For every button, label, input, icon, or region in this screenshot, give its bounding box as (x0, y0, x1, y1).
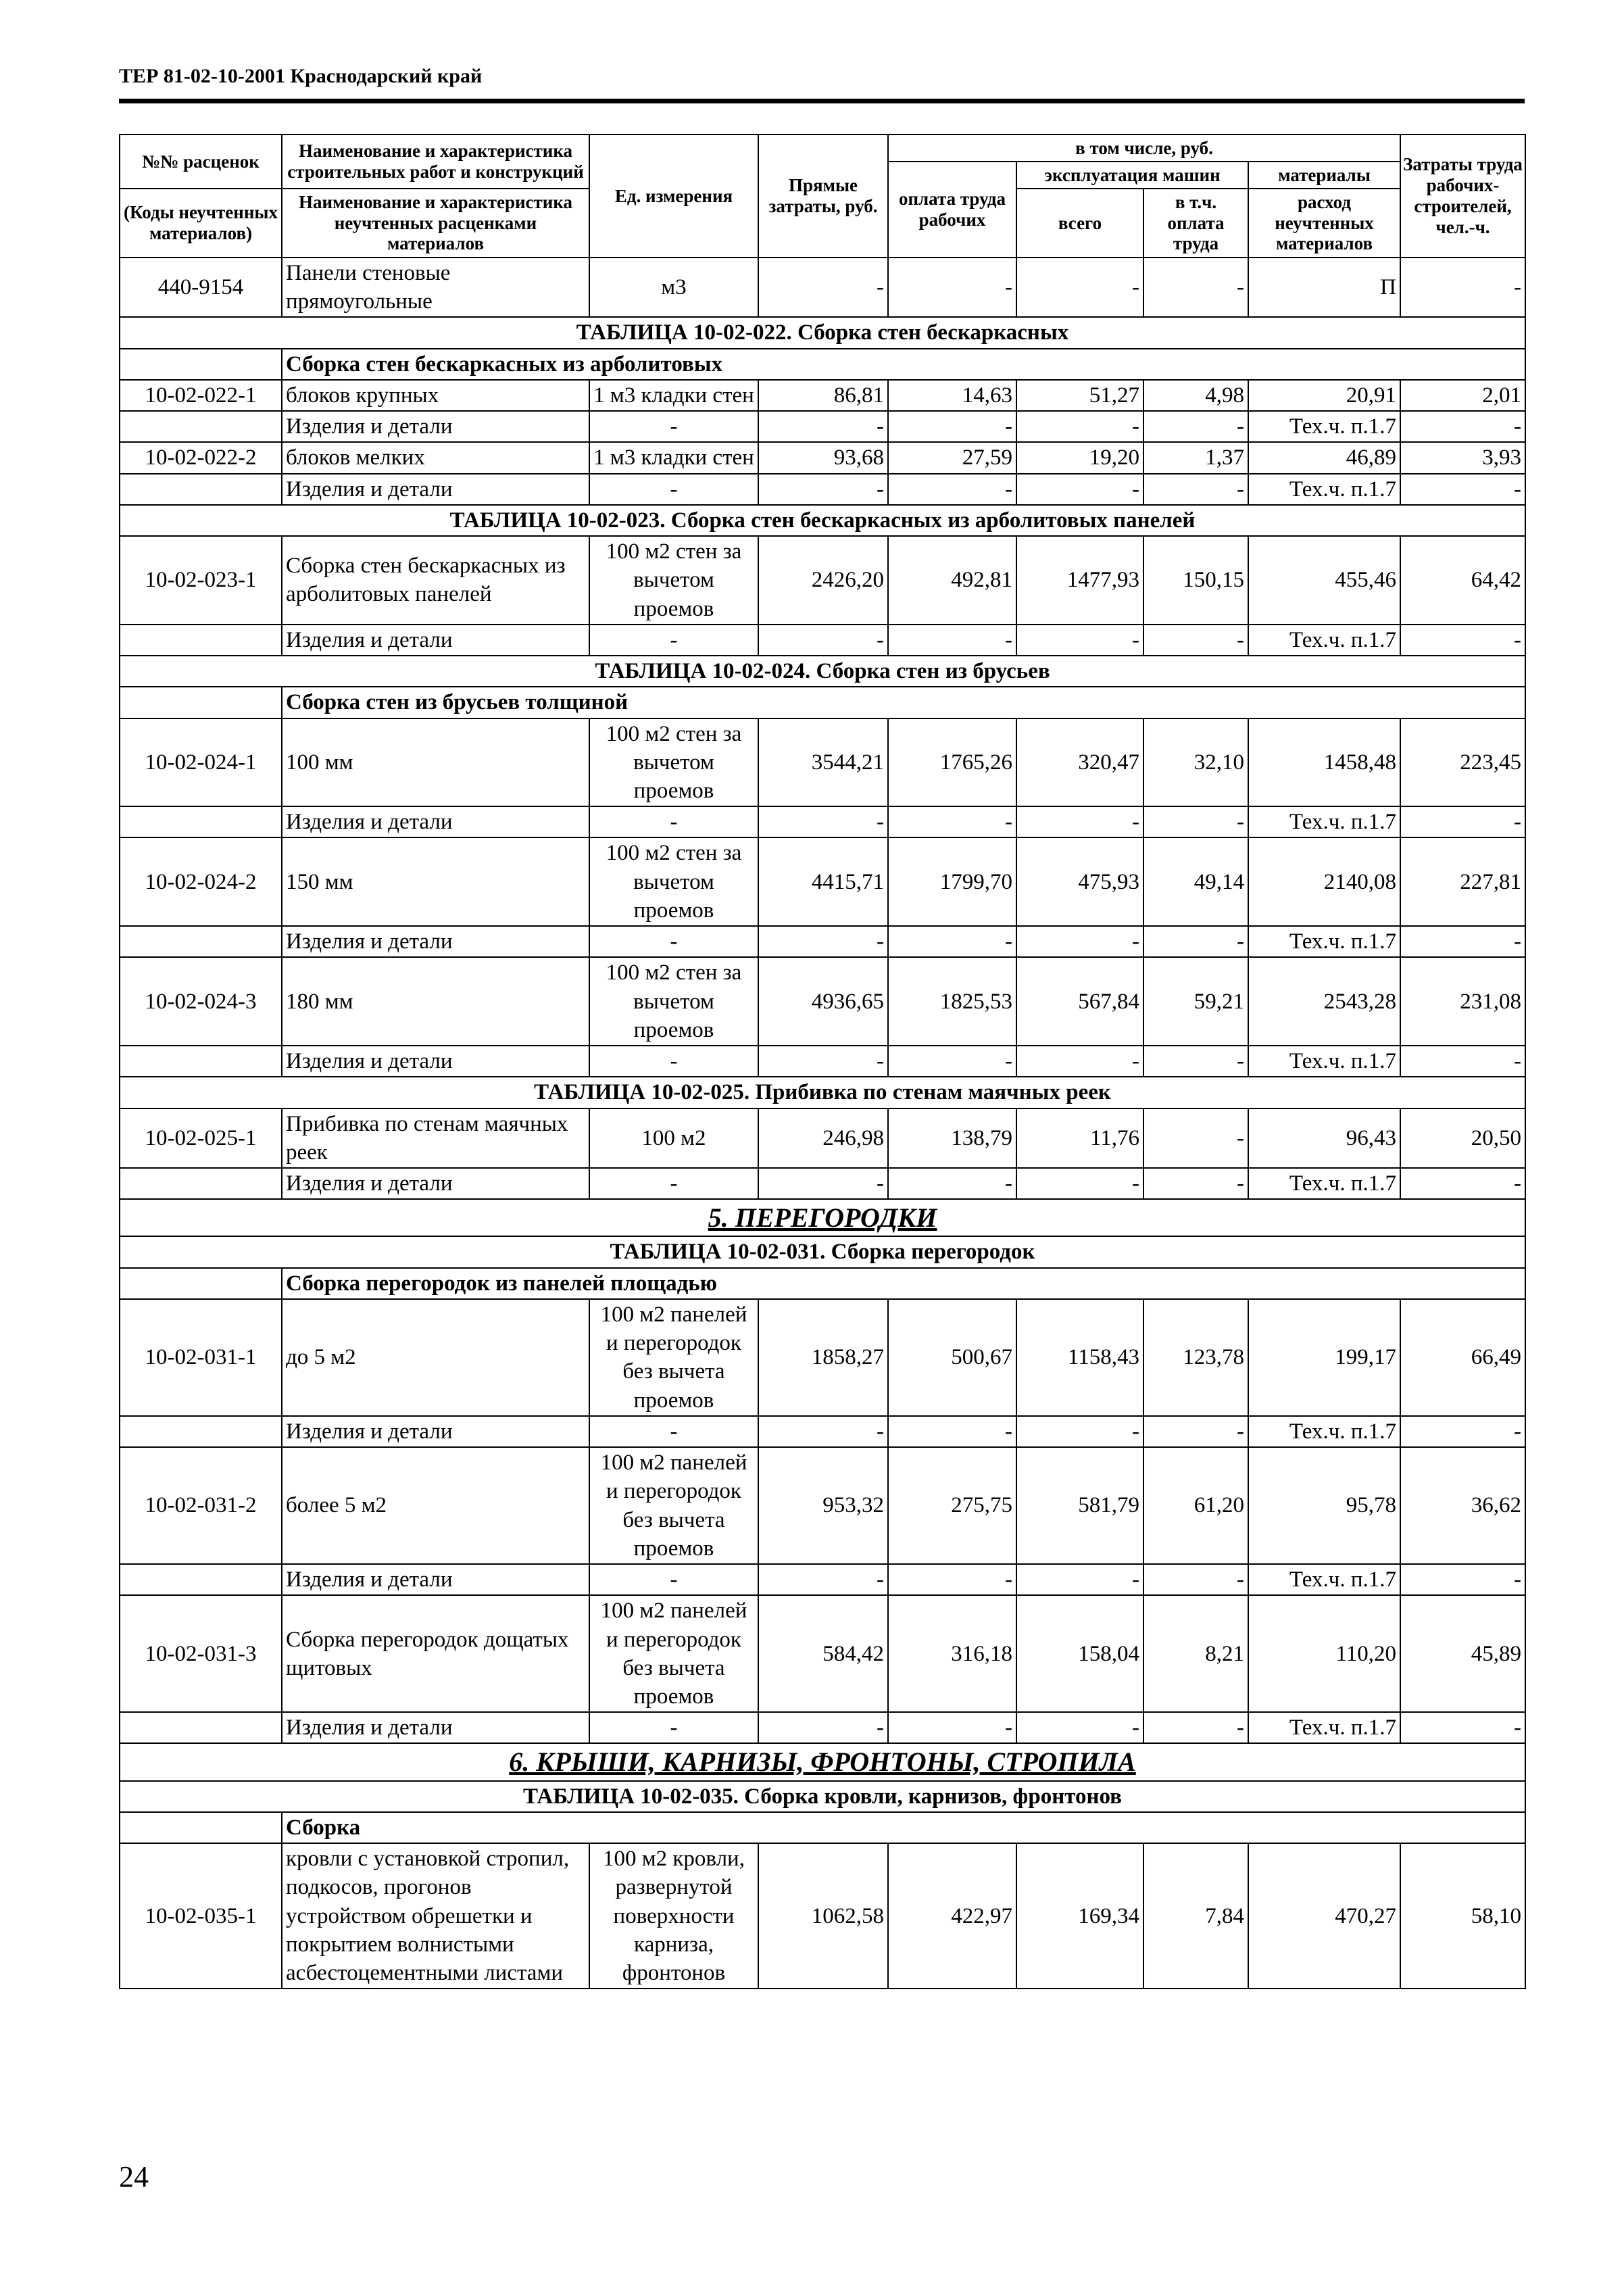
unit-cell: 1 м3 кладки стен (589, 442, 758, 473)
machines-labor-cell: - (1143, 1416, 1248, 1447)
table-title-row (120, 656, 1525, 687)
unit-cell: 100 м2 панелей и перегородок без вычета проемов (589, 1595, 758, 1712)
rate-name: блоков крупных (282, 380, 589, 411)
header-machines-labor: в т.ч. оплата труда (1143, 189, 1248, 258)
materials-cell: Тех.ч. п.1.7 (1248, 625, 1400, 656)
materials-cell: Тех.ч. п.1.7 (1248, 474, 1400, 505)
materials-cell: Тех.ч. п.1.7 (1248, 1168, 1400, 1199)
worker-labor-cell: 58,10 (1400, 1843, 1525, 1989)
labor-pay-cell: - (888, 1712, 1016, 1743)
unit-cell: - (589, 1046, 758, 1077)
machines-total-cell: - (1016, 258, 1143, 317)
direct-costs-cell: - (758, 625, 888, 656)
unit-cell: 100 м2 стен за вычетом проемов (589, 718, 758, 807)
item-row (120, 474, 1525, 505)
worker-labor-cell: - (1400, 806, 1525, 837)
machines-labor-cell: - (1143, 1046, 1248, 1077)
section-title-row (120, 1743, 1525, 1780)
group-row (120, 687, 1525, 718)
direct-costs-cell: 2426,20 (758, 536, 888, 625)
item-name: Изделия и детали (282, 1416, 589, 1447)
rate-code: 10-02-024-2 (120, 837, 282, 926)
rate-row (120, 1595, 1525, 1712)
rate-name: 150 мм (282, 837, 589, 926)
item-row (120, 1046, 1525, 1077)
labor-pay-cell: - (888, 625, 1016, 656)
materials-cell: 46,89 (1248, 442, 1400, 473)
materials-cell: Тех.ч. п.1.7 (1248, 1046, 1400, 1077)
rate-name: более 5 м2 (282, 1447, 589, 1564)
unit-cell: - (589, 411, 758, 442)
header-name-top: Наименование и характеристика строительных работ и конструкций (282, 135, 589, 189)
direct-costs-cell: - (758, 1046, 888, 1077)
worker-labor-cell: - (1400, 474, 1525, 505)
table-title-row (120, 1077, 1525, 1108)
labor-pay-cell: - (888, 1168, 1016, 1199)
item-name: Изделия и детали (282, 474, 589, 505)
worker-labor-cell: - (1400, 1168, 1525, 1199)
header-machines-total: всего (1016, 189, 1143, 258)
machines-labor-cell: 4,98 (1143, 380, 1248, 411)
labor-pay-cell: - (888, 1564, 1016, 1595)
direct-costs-cell: - (758, 474, 888, 505)
machines-total-cell: - (1016, 411, 1143, 442)
header-machines: эксплуатация машин (1016, 162, 1248, 189)
item-name: Изделия и детали (282, 926, 589, 957)
machines-labor-cell: 150,15 (1143, 536, 1248, 625)
rate-name: блоков мелких (282, 442, 589, 473)
rate-name: 100 мм (282, 718, 589, 807)
item-code-empty (120, 1416, 282, 1447)
machines-labor-cell: 1,37 (1143, 442, 1248, 473)
header-rule (119, 99, 1525, 103)
rate-row (120, 957, 1525, 1046)
machines-labor-cell: - (1143, 926, 1248, 957)
direct-costs-cell: - (758, 1564, 888, 1595)
item-code-empty (120, 926, 282, 957)
labor-pay-cell: - (888, 926, 1016, 957)
direct-costs-cell: 4936,65 (758, 957, 888, 1046)
machines-total-cell: 169,34 (1016, 1843, 1143, 1989)
direct-costs-cell: - (758, 1416, 888, 1447)
materials-cell: 110,20 (1248, 1595, 1400, 1712)
table-title: ТАБЛИЦА 10-02-023. Сборка стен бескаркасных из арболитовых панелей (120, 505, 1525, 536)
rate-row (120, 1108, 1525, 1168)
labor-pay-cell: 422,97 (888, 1843, 1016, 1989)
machines-labor-cell: - (1143, 474, 1248, 505)
header-materials-unaccounted: расход неучтенных материалов (1248, 189, 1400, 258)
rate-name: Сборка перегородок дощатых щитовых (282, 1595, 589, 1712)
item-code-empty (120, 1168, 282, 1199)
machines-labor-cell: 49,14 (1143, 837, 1248, 926)
header-code-top: №№ расценок (120, 135, 282, 189)
machines-labor-cell: - (1143, 1108, 1248, 1168)
direct-costs-cell: - (758, 258, 888, 317)
materials-cell: Тех.ч. п.1.7 (1248, 1416, 1400, 1447)
item-name: Изделия и детали (282, 1712, 589, 1743)
worker-labor-cell: - (1400, 258, 1525, 317)
group-row (120, 1268, 1525, 1299)
machines-total-cell: - (1016, 1046, 1143, 1077)
item-name: Изделия и детали (282, 1564, 589, 1595)
labor-pay-cell: 138,79 (888, 1108, 1016, 1168)
header-labor-pay: оплата труда рабочих (888, 162, 1016, 258)
unit-cell: - (589, 926, 758, 957)
unit-cell: 100 м2 стен за вычетом проемов (589, 837, 758, 926)
materials-cell: 20,91 (1248, 380, 1400, 411)
group-code-empty (120, 1812, 282, 1843)
group-code-empty (120, 349, 282, 380)
materials-cell: 470,27 (1248, 1843, 1400, 1989)
item-code-empty (120, 1046, 282, 1077)
machines-total-cell: 581,79 (1016, 1447, 1143, 1564)
table-body (120, 258, 1525, 1989)
group-title: Сборка стен из брусьев толщиной (282, 687, 1525, 718)
unit-cell: - (589, 1564, 758, 1595)
item-name: Изделия и детали (282, 411, 589, 442)
unit-cell: м3 (589, 258, 758, 317)
item-name: Изделия и детали (282, 1046, 589, 1077)
item-name: Изделия и детали (282, 1168, 589, 1199)
table-title: ТАБЛИЦА 10-02-031. Сборка перегородок (120, 1236, 1525, 1267)
rate-row (120, 536, 1525, 625)
unit-cell: - (589, 625, 758, 656)
header-including: в том числе, руб. (888, 135, 1400, 162)
header-code-bottom: (Коды неучтенных материалов) (120, 189, 282, 258)
item-code-empty (120, 806, 282, 837)
unit-cell: 100 м2 стен за вычетом проемов (589, 957, 758, 1046)
table-title-row (120, 1236, 1525, 1267)
direct-costs-cell: - (758, 926, 888, 957)
rate-name: 180 мм (282, 957, 589, 1046)
direct-costs-cell: - (758, 1168, 888, 1199)
rate-code: 440-9154 (120, 258, 282, 317)
unit-cell: 100 м2 панелей и перегородок без вычета проемов (589, 1299, 758, 1416)
labor-pay-cell: 27,59 (888, 442, 1016, 473)
worker-labor-cell: 64,42 (1400, 536, 1525, 625)
labor-pay-cell: - (888, 806, 1016, 837)
worker-labor-cell: 20,50 (1400, 1108, 1525, 1168)
machines-total-cell: 320,47 (1016, 718, 1143, 807)
item-row (120, 625, 1525, 656)
worker-labor-cell: 36,62 (1400, 1447, 1525, 1564)
unit-cell: - (589, 1712, 758, 1743)
labor-pay-cell: 1765,26 (888, 718, 1016, 807)
machines-total-cell: 19,20 (1016, 442, 1143, 473)
labor-pay-cell: 492,81 (888, 536, 1016, 625)
worker-labor-cell: - (1400, 1712, 1525, 1743)
section-title: 5. ПЕРЕГОРОДКИ (120, 1199, 1525, 1236)
machines-labor-cell: - (1143, 411, 1248, 442)
materials-cell: 2543,28 (1248, 957, 1400, 1046)
unit-cell: - (589, 1168, 758, 1199)
worker-labor-cell: - (1400, 1564, 1525, 1595)
unit-cell: 1 м3 кладки стен (589, 380, 758, 411)
header-unit: Ед. измерения (589, 135, 758, 258)
unit-cell: 100 м2 (589, 1108, 758, 1168)
direct-costs-cell: 3544,21 (758, 718, 888, 807)
worker-labor-cell: 2,01 (1400, 380, 1525, 411)
direct-costs-cell: 93,68 (758, 442, 888, 473)
worker-labor-cell: 3,93 (1400, 442, 1525, 473)
machines-labor-cell: 59,21 (1143, 957, 1248, 1046)
machines-total-cell: - (1016, 1416, 1143, 1447)
rate-row (120, 1299, 1525, 1416)
rates-table (119, 134, 1526, 1989)
materials-cell: Тех.ч. п.1.7 (1248, 926, 1400, 957)
rate-row (120, 718, 1525, 807)
machines-labor-cell: - (1143, 1712, 1248, 1743)
rate-row (120, 258, 1525, 317)
direct-costs-cell: 4415,71 (758, 837, 888, 926)
table-header (120, 135, 1525, 258)
machines-total-cell: - (1016, 474, 1143, 505)
direct-costs-cell: 584,42 (758, 1595, 888, 1712)
rates-table-wrapper (119, 134, 1525, 1989)
item-row (120, 1712, 1525, 1743)
rate-row (120, 442, 1525, 473)
item-row (120, 926, 1525, 957)
machines-total-cell: 475,93 (1016, 837, 1143, 926)
section-title-row (120, 1199, 1525, 1236)
unit-cell: 100 м2 панелей и перегородок без вычета проемов (589, 1447, 758, 1564)
group-title: Сборка (282, 1812, 1525, 1843)
labor-pay-cell: 500,67 (888, 1299, 1016, 1416)
item-row (120, 806, 1525, 837)
materials-cell: Тех.ч. п.1.7 (1248, 1712, 1400, 1743)
materials-cell: 1458,48 (1248, 718, 1400, 807)
machines-labor-cell: - (1143, 806, 1248, 837)
rate-code: 10-02-022-1 (120, 380, 282, 411)
machines-total-cell: 51,27 (1016, 380, 1143, 411)
item-row (120, 411, 1525, 442)
worker-labor-cell: - (1400, 1046, 1525, 1077)
machines-labor-cell: 7,84 (1143, 1843, 1248, 1989)
section-title: 6. КРЫШИ, КАРНИЗЫ, ФРОНТОНЫ, СТРОПИЛА (120, 1743, 1525, 1780)
table-title-row (120, 1781, 1525, 1812)
item-code-empty (120, 474, 282, 505)
group-code-empty (120, 687, 282, 718)
machines-labor-cell: - (1143, 1168, 1248, 1199)
rate-row (120, 380, 1525, 411)
item-code-empty (120, 411, 282, 442)
labor-pay-cell: - (888, 474, 1016, 505)
labor-pay-cell: - (888, 1046, 1016, 1077)
rate-name: Панели стеновые прямоугольные (282, 258, 589, 317)
rate-code: 10-02-023-1 (120, 536, 282, 625)
machines-labor-cell: 8,21 (1143, 1595, 1248, 1712)
direct-costs-cell: - (758, 1712, 888, 1743)
materials-cell: 96,43 (1248, 1108, 1400, 1168)
unit-cell: 100 м2 кровли, развернутой поверхности карниза, фронтонов (589, 1843, 758, 1989)
machines-total-cell: 11,76 (1016, 1108, 1143, 1168)
materials-cell: Тех.ч. п.1.7 (1248, 1564, 1400, 1595)
worker-labor-cell: - (1400, 926, 1525, 957)
rate-code: 10-02-022-2 (120, 442, 282, 473)
materials-cell: Тех.ч. п.1.7 (1248, 411, 1400, 442)
direct-costs-cell: 86,81 (758, 380, 888, 411)
worker-labor-cell: - (1400, 625, 1525, 656)
unit-cell: - (589, 474, 758, 505)
item-name: Изделия и детали (282, 625, 589, 656)
rate-row (120, 1843, 1525, 1989)
materials-cell: 199,17 (1248, 1299, 1400, 1416)
item-code-empty (120, 625, 282, 656)
rate-row (120, 1447, 1525, 1564)
item-row (120, 1168, 1525, 1199)
direct-costs-cell: 246,98 (758, 1108, 888, 1168)
machines-total-cell: - (1016, 806, 1143, 837)
group-title: Сборка стен бескаркасных из арболитовых (282, 349, 1525, 380)
rate-name: Сборка стен бескаркасных из арболитовых панелей (282, 536, 589, 625)
machines-labor-cell: 32,10 (1143, 718, 1248, 807)
rate-name: Прибивка по стенам маячных реек (282, 1108, 589, 1168)
group-row (120, 1812, 1525, 1843)
header-direct-costs: Прямые затраты, руб. (758, 135, 888, 258)
labor-pay-cell: 316,18 (888, 1595, 1016, 1712)
machines-total-cell: 1477,93 (1016, 536, 1143, 625)
labor-pay-cell: 1799,70 (888, 837, 1016, 926)
direct-costs-cell: 1062,58 (758, 1843, 888, 1989)
machines-labor-cell: 123,78 (1143, 1299, 1248, 1416)
table-title: ТАБЛИЦА 10-02-025. Прибивка по стенам маячных реек (120, 1077, 1525, 1108)
worker-labor-cell: 223,45 (1400, 718, 1525, 807)
item-code-empty (120, 1712, 282, 1743)
rate-code: 10-02-031-3 (120, 1595, 282, 1712)
machines-total-cell: - (1016, 926, 1143, 957)
item-code-empty (120, 1564, 282, 1595)
unit-cell: 100 м2 стен за вычетом проемов (589, 536, 758, 625)
worker-labor-cell: 66,49 (1400, 1299, 1525, 1416)
machines-total-cell: - (1016, 1168, 1143, 1199)
machines-total-cell: 158,04 (1016, 1595, 1143, 1712)
machines-total-cell: - (1016, 1712, 1143, 1743)
labor-pay-cell: - (888, 1416, 1016, 1447)
group-row (120, 349, 1525, 380)
labor-pay-cell: 275,75 (888, 1447, 1016, 1564)
worker-labor-cell: - (1400, 1416, 1525, 1447)
materials-cell: 455,46 (1248, 536, 1400, 625)
machines-labor-cell: - (1143, 1564, 1248, 1595)
rate-code: 10-02-031-1 (120, 1299, 282, 1416)
machines-total-cell: - (1016, 1564, 1143, 1595)
header-name-bottom: Наименование и характеристика неучтенных расценками материалов (282, 189, 589, 258)
rate-row (120, 837, 1525, 926)
machines-total-cell: - (1016, 625, 1143, 656)
labor-pay-cell: - (888, 258, 1016, 317)
labor-pay-cell: 14,63 (888, 380, 1016, 411)
machines-labor-cell: - (1143, 625, 1248, 656)
unit-cell: - (589, 1416, 758, 1447)
item-row (120, 1564, 1525, 1595)
unit-cell: - (589, 806, 758, 837)
rate-name: до 5 м2 (282, 1299, 589, 1416)
rate-code: 10-02-035-1 (120, 1843, 282, 1989)
table-title: ТАБЛИЦА 10-02-024. Сборка стен из брусьев (120, 656, 1525, 687)
rate-code: 10-02-024-3 (120, 957, 282, 1046)
item-name: Изделия и детали (282, 806, 589, 837)
materials-cell: Тех.ч. п.1.7 (1248, 806, 1400, 837)
direct-costs-cell: - (758, 806, 888, 837)
machines-total-cell: 567,84 (1016, 957, 1143, 1046)
rate-code: 10-02-025-1 (120, 1108, 282, 1168)
materials-cell: 2140,08 (1248, 837, 1400, 926)
table-title: ТАБЛИЦА 10-02-035. Сборка кровли, карнизов, фронтонов (120, 1781, 1525, 1812)
machines-total-cell: 1158,43 (1016, 1299, 1143, 1416)
table-title-row (120, 505, 1525, 536)
labor-pay-cell: - (888, 411, 1016, 442)
running-header: ТЕР 81-02-10-2001 Краснодарский край (119, 65, 483, 87)
worker-labor-cell: 227,81 (1400, 837, 1525, 926)
rate-name: кровли с установкой стропил, подкосов, прогонов устройством обрешетки и покрытием волнистыми асбестоцементными листами (282, 1843, 589, 1989)
header-materials: материалы (1248, 162, 1400, 189)
rate-code: 10-02-024-1 (120, 718, 282, 807)
table-title-row (120, 317, 1525, 348)
worker-labor-cell: 231,08 (1400, 957, 1525, 1046)
page-number: 24 (119, 2160, 149, 2193)
direct-costs-cell: - (758, 411, 888, 442)
header-worker-labor: Затраты труда рабочих-строителей, чел.-ч. (1400, 135, 1525, 258)
group-title: Сборка перегородок из панелей площадью (282, 1268, 1525, 1299)
rate-code: 10-02-031-2 (120, 1447, 282, 1564)
worker-labor-cell: - (1400, 411, 1525, 442)
worker-labor-cell: 45,89 (1400, 1595, 1525, 1712)
machines-labor-cell: - (1143, 258, 1248, 317)
group-code-empty (120, 1268, 282, 1299)
direct-costs-cell: 953,32 (758, 1447, 888, 1564)
direct-costs-cell: 1858,27 (758, 1299, 888, 1416)
item-row (120, 1416, 1525, 1447)
labor-pay-cell: 1825,53 (888, 957, 1016, 1046)
table-title: ТАБЛИЦА 10-02-022. Сборка стен бескаркасных (120, 317, 1525, 348)
materials-cell: 95,78 (1248, 1447, 1400, 1564)
machines-labor-cell: 61,20 (1143, 1447, 1248, 1564)
materials-cell: П (1248, 258, 1400, 317)
